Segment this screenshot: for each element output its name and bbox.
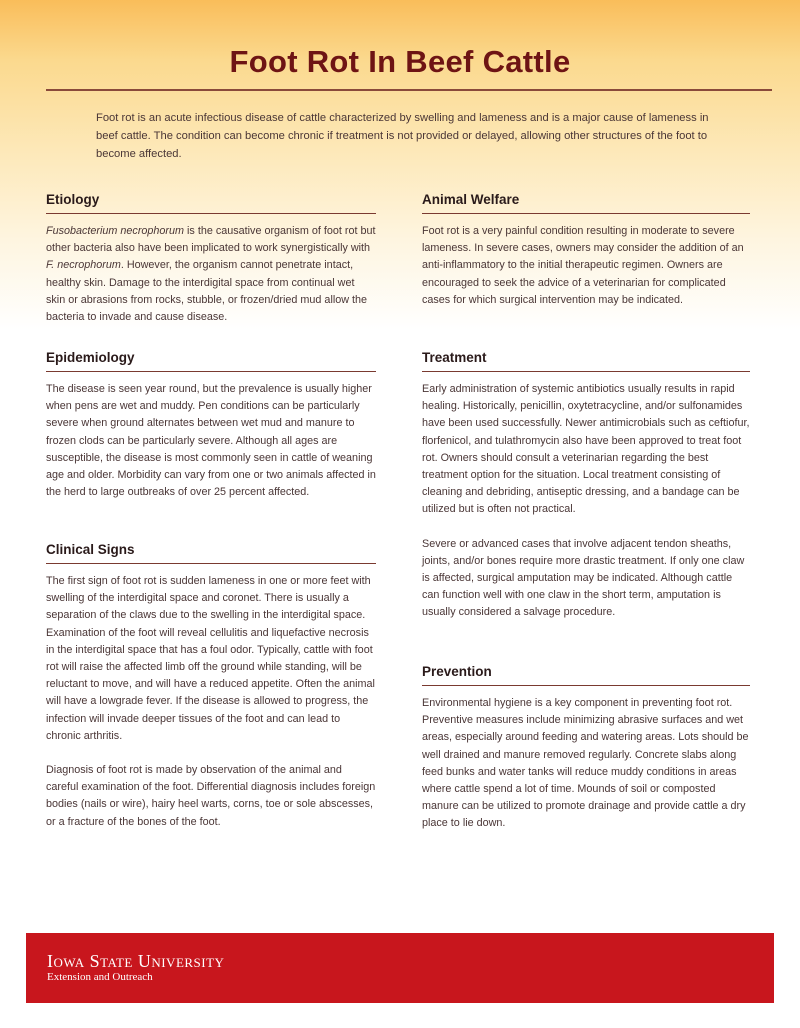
prevention-body	[422, 695, 750, 833]
animal-welfare-heading: Animal Welfare	[422, 192, 750, 214]
clinical-signs-paragraph: The first sign of foot rot is sudden lameness in one or more feet with swelling of the interdigital space and coronet. There is usually a separation of the claws due to the swelling in the interdigital space. Examination of the foot will reveal cellulitis and liquefactive necrosis in the interdigital space that has a foul odor. Typically, cattle with foot rot will raise the affected limb off the ground while standing, will be reluctant to move, and will have a reduced appetite. Often the animal will have a lowgrade fever. If the disease is allowed to progress, the infection will invade deeper tissues of the foot and can lead to chronic arthritis.	[46, 575, 375, 742]
clinical-signs-heading: Clinical Signs	[46, 542, 376, 564]
epidemiology-heading: Epidemiology	[46, 350, 376, 372]
clinical-signs-body	[46, 573, 376, 831]
etiology-text-a: is the causative organism of foot rot but other bacteria also have been implicated to work synergistically with	[46, 225, 376, 255]
university-footer-banner	[26, 933, 774, 1003]
etiology-heading: Etiology	[46, 192, 376, 214]
animal-welfare-text: Foot rot is a very painful condition resulting in moderate to severe lameness. In severe cases, owners may consider the addition of an anti-inflammatory to the initial therapeutic regimen. Owners are encouraged to seek the advice of a veterinarian for complicated cases for which surgical intervention may be indicated.	[422, 225, 744, 306]
section-treatment	[422, 350, 750, 622]
page-title: Foot Rot In Beef Cattle	[229, 44, 571, 79]
epidemiology-text: The disease is seen year round, but the prevalence is usually higher when pens are wet and muddy. Pen conditions can be particularly severe when ground alternates between wet mud and manure to frozen clods can be particularly severe. Although all ages are susceptible, the disease is most commonly seen in cattle of weaning age and older. Morbidity can vary from one or two animals affected in the herd to large outbreaks of over 25 percent affected.	[46, 383, 376, 499]
section-epidemiology	[46, 350, 376, 501]
treatment-paragraph: Early administration of systemic antibiotics usually results in rapid healing. Historically, penicillin, oxytetracycline, and/or sulfonamides have been used successfully. Newer antimicrobials such as ceftiofur, florfenicol, and tulathromycin also have been approved to treat foot rot. Owners should consult a veterinarian regarding the best treatment option for the situation. Local treatment consisting of cleaning and debriding, antiseptic dressing, and a bandage can be utilized but is often not practical.	[422, 383, 750, 516]
university-name: Iowa State University	[47, 951, 225, 971]
animal-welfare-body	[422, 223, 750, 309]
section-etiology	[46, 192, 376, 326]
intro-paragraph: Foot rot is an acute infectious disease of cattle characterized by swelling and lameness and is a major cause of lameness in beef cattle. The condition can become chronic if treatment is not provided or delayed, allowing other structures of the foot to become affected.	[96, 112, 709, 160]
section-clinical-signs	[46, 542, 376, 831]
treatment-paragraph: Severe or advanced cases that involve adjacent tendon sheaths, joints, and/or bones require more drastic treatment. If only one claw is affected, surgical amputation may be indicated. Although cattle can function well with one claw in the short term, amputation is usually considered a salvage procedure.	[422, 537, 745, 619]
etiology-organism: Fusobacterium necrophorum	[46, 225, 185, 237]
etiology-organism-short: F. necrophorum	[46, 259, 121, 272]
prevention-heading: Prevention	[422, 664, 750, 686]
treatment-heading: Treatment	[422, 350, 750, 372]
title-divider	[46, 89, 772, 91]
prevention-text: Environmental hygiene is a key component in preventing foot rot. Preventive measures include minimizing abrasive surfaces and wet areas, especially around feeding and watering areas. Lots should be well drained and manure removed regularly. Concrete slabs along feed bunks and water tanks will reduce muddy conditions in areas where cattle spend a lot of time. Mounds of soil or composted manure can be utilized to promote drainage and provide cattle a dry place to lie down.	[422, 697, 749, 830]
epidemiology-body	[46, 381, 376, 501]
section-animal-welfare	[422, 192, 750, 309]
etiology-body	[46, 223, 376, 326]
treatment-body	[422, 381, 750, 622]
etiology-text-b: . However, the organism cannot penetrate intact, healthy skin. Damage to the interdigital space from continual wet skin or abrasions from rocks, stubble, or frozen/dried mud allow the bacteria to invade and cause disease.	[46, 259, 368, 324]
section-prevention	[422, 664, 750, 833]
extension-outreach-label: Extension and Outreach	[47, 971, 153, 983]
clinical-signs-paragraph: Diagnosis of foot rot is made by observation of the animal and careful examination of the foot. Differential diagnosis includes foreign bodies (nails or wire), hairy heel warts, corns, toe or sole abscesses, or a fracture of the bones of the foot.	[46, 764, 376, 828]
